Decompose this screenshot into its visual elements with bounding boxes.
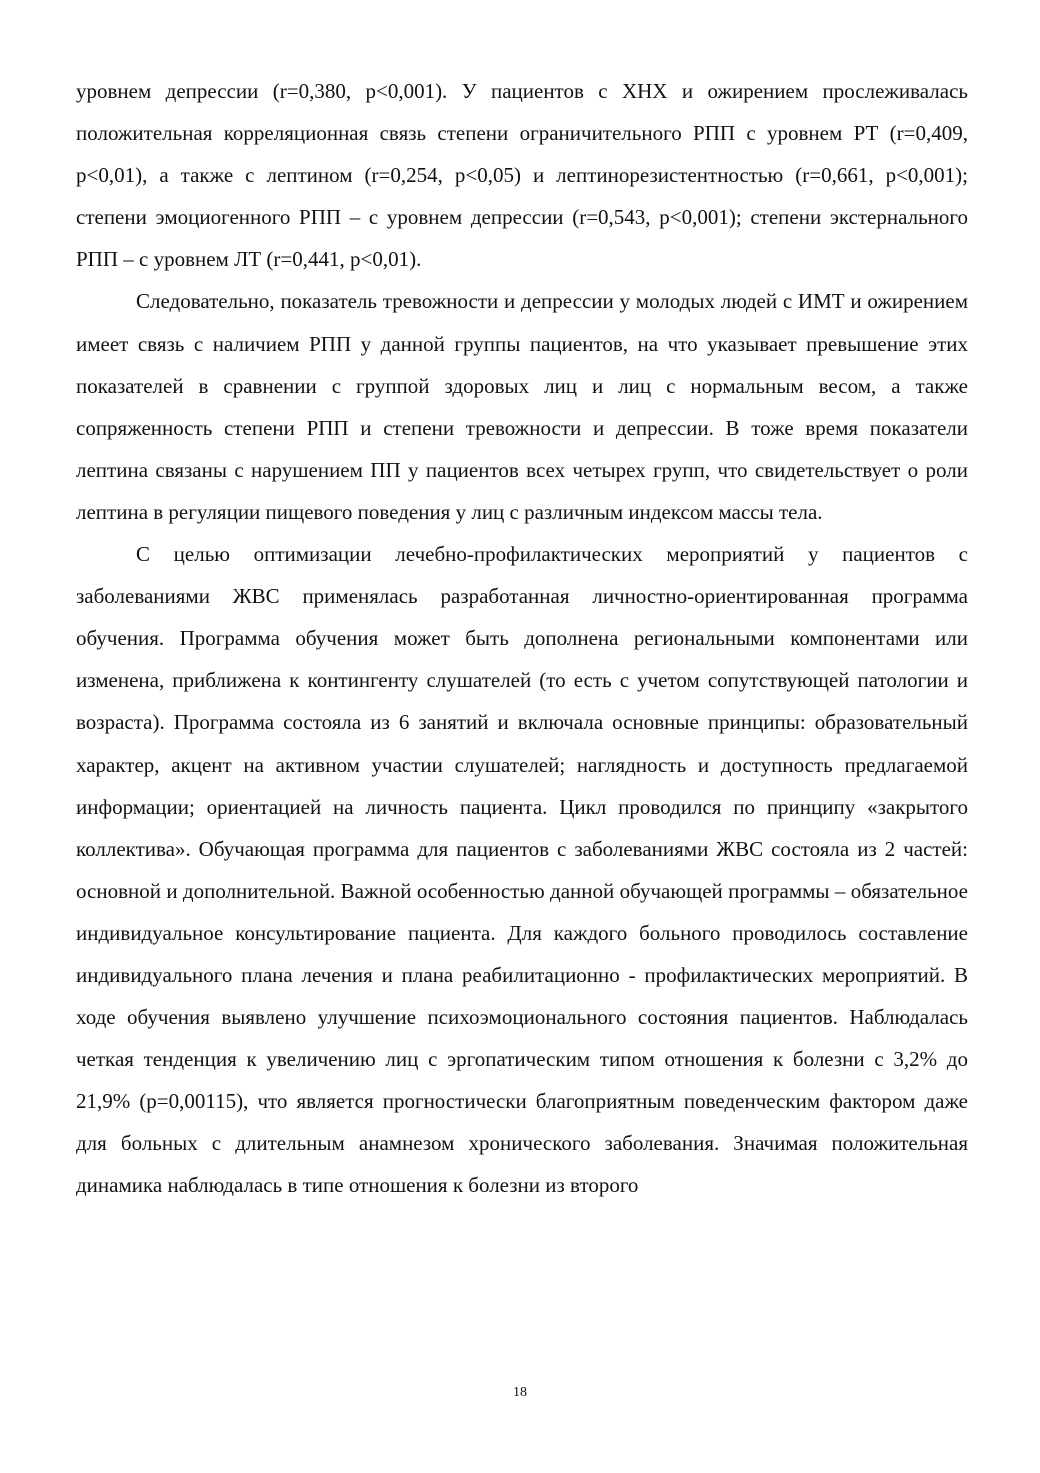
paragraph-education-program: С целью оптимизации лечебно-профилактических мероприятий у пациентов с заболеваниями ЖВС применялась разработанная личностно-ориентированная программа обучения. Программа обучения может быть дополнена региональными компонентами или изменена, приближена к контингенту слушателей (то есть с учетом сопутствующей патологии и возраста). Программа состояла из 6 занятий и включала основные принципы: образовательный характер, акцент на активном участии слушателей; наглядность и доступность предлагаемой информации; ориентацией на личность пациента. Цикл проводился по принципу «закрытого коллектива». Обучающая программа для пациентов с заболеваниями ЖВС состояла из 2 частей: основной и дополнительной. Важной особенностью данной обучающей программы – обязательное индивидуальное консультирование пациента. Для каждого больного проводилось составление индивидуального плана лечения и плана реабилитационно - профилактических мероприятий. В ходе обучения выявлено улучшение психоэмоционального состояния пациентов. Наблюдалась четкая тенденция к увеличению лиц с эргопатическим типом отношения к болезни с 3,2% до 21,9% (p=0,00115), что является прогностически благоприятным поведенческим фактором даже для больных с длительным анамнезом хронического заболевания. Значимая положительная динамика наблюдалась в типе отношения к болезни из второго bbox=[76, 542, 968, 1198]
document-page bbox=[76, 70, 968, 1207]
paragraph-conclusion: Следовательно, показатель тревожности и депрессии у молодых людей с ИМТ и ожирением имеет связь с наличием РПП у данной группы пациентов, на что указывает превышение этих показателей в сравнении с группой здоровых лиц и лиц с нормальным весом, а также сопряженность степени РПП и степени тревожности и депрессии. В тоже время показатели лептина связаны с нарушением ПП у пациентов всех четырех групп, что свидетельствует о роли лептина в регуляции пищевого поведения у лиц с различным индексом массы тела. bbox=[76, 289, 968, 524]
paragraph-correlation-continued: уровнем депрессии (r=0,380, p<0,001). У пациентов с ХНХ и ожирением прослеживалась положительная корреляционная связь степени ограничительного РПП с уровнем РТ (r=0,409, p<0,01), а также с лептином (r=0,254, p<0,05) и лептинорезистентностью (r=0,661, p<0,001); степени эмоциогенного РПП – с уровнем депрессии (r=0,543, p<0,001); степени экстернального РПП – с уровнем ЛТ (r=0,441, p<0,01). bbox=[76, 79, 968, 272]
page-number: 18 bbox=[513, 1385, 527, 1400]
